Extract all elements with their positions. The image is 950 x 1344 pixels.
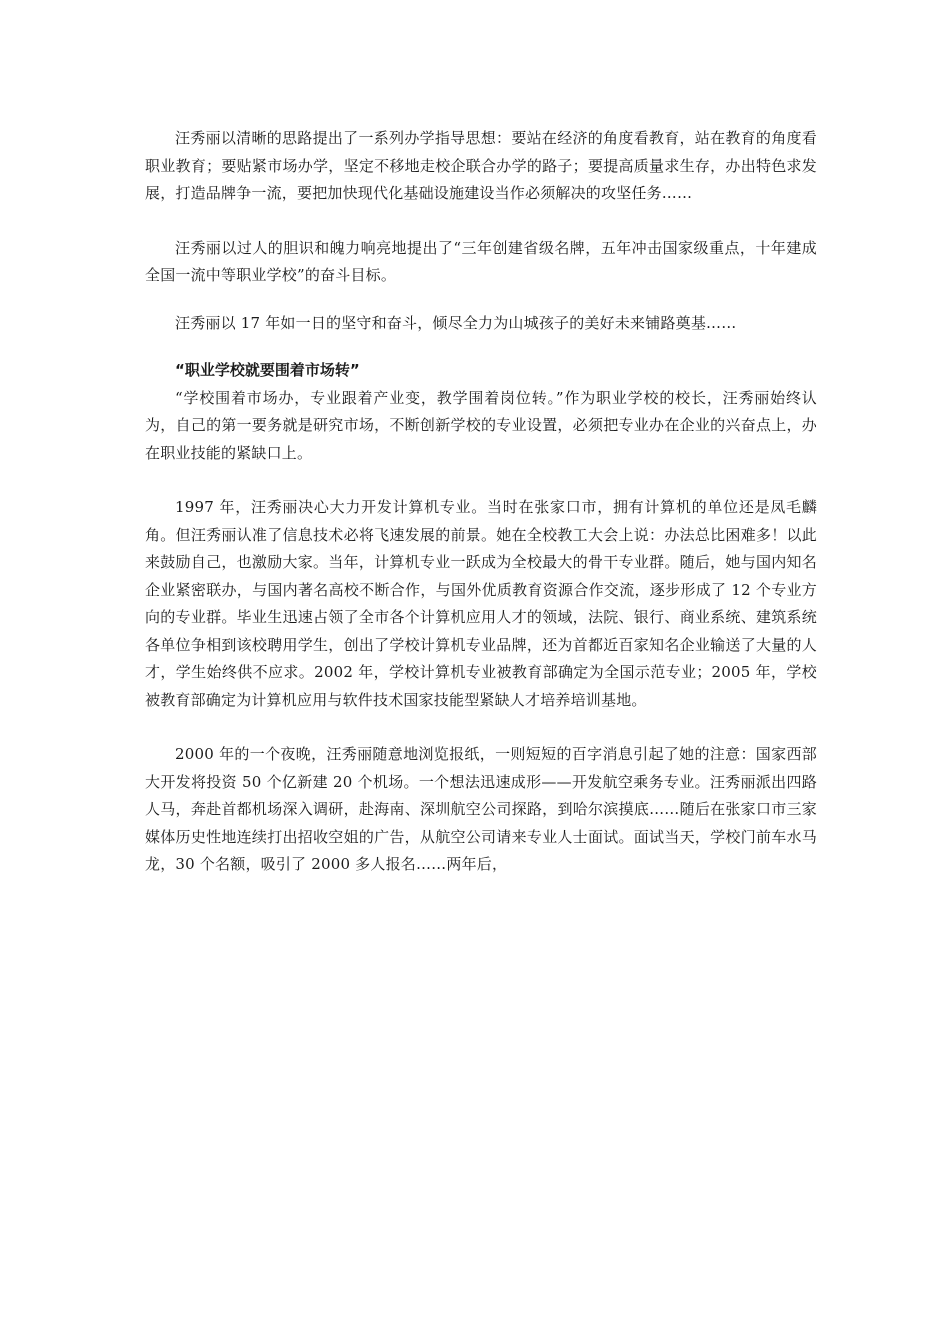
paragraph-goal: 汪秀丽以过人的胆识和魄力响亮地提出了“三年创建省级名牌，五年冲击国家级重点，十年建成全国一流中等职业学校”的奋斗目标。 bbox=[145, 238, 817, 284]
paragraph-guiding-ideas: 汪秀丽以清晰的思路提出了一系列办学指导思想：要站在经济的角度看教育，站在教育的角度看职业教育；要贴紧市场办学，坚定不移地走校企联合办学的路子；要提高质量求生存，办出特色求发展，打造品牌争一流，要把加快现代化基础设施建设当作必须解决的攻坚任务…… bbox=[145, 129, 817, 202]
section-heading: “职业学校就要围着市场转” bbox=[175, 361, 360, 379]
document-page bbox=[145, 125, 817, 879]
paragraph-market-oriented: “学校围着市场办，专业跟着产业变，教学围着岗位转。”作为职业学校的校长，汪秀丽始终认为，自己的第一要务就是研究市场，不断创新学校的专业设置，必须把专业办在企业的兴奋点上，办在职业技能的紧缺口上。 bbox=[145, 388, 817, 462]
paragraph-computer-major: 1997 年，汪秀丽决心大力开发计算机专业。当时在张家口市，拥有计算机的单位还是凤毛麟角。但汪秀丽认准了信息技术必将飞速发展的前景。她在全校教工大会上说：办法总比困难多！以此来鼓励自己，也激励大家。当年，计算机专业一跃成为全校最大的骨干专业群。随后，她与国内知名企业紧密联办，与国内著名高校不断合作，与国外优质教育资源合作交流，逐步形成了 12 个专业方向的专业群。毕业生迅速占领了全市各个计算机应用人才的领域，法院、银行、商业系统、建筑系统各单位争相到该校聘用学生，创出了学校计算机专业品牌，还为首都近百家知名企业输送了大量的人才，学生始终供不应求。2002 年，学校计算机专业被教育部确定为全国示范专业；2005 年，学校被教育部确定为计算机应用与软件技术国家技能型紧缺人才培养培训基地。 bbox=[145, 498, 817, 709]
paragraph-dedication: 汪秀丽以 17 年如一日的坚守和奋斗，倾尽全力为山城孩子的美好未来铺路奠基…… bbox=[175, 313, 737, 332]
paragraph-aviation-major: 2000 年的一个夜晚，汪秀丽随意地浏览报纸，一则短短的百字消息引起了她的注意：国家西部大开发将投资 50 个亿新建 20 个机场。一个想法迅速成形——开发航空乘务专业。汪秀丽派出四路人马，奔赴首都机场深入调研，赴海南、深圳航空公司探路，到哈尔滨摸底……随后在张家口市三家媒体历史性地连续打出招收空姐的广告，从航空公司请来专业人士面试。面试当天，学校门前车水马龙，30 个名额，吸引了 2000 多人报名……两年后， bbox=[145, 745, 817, 873]
